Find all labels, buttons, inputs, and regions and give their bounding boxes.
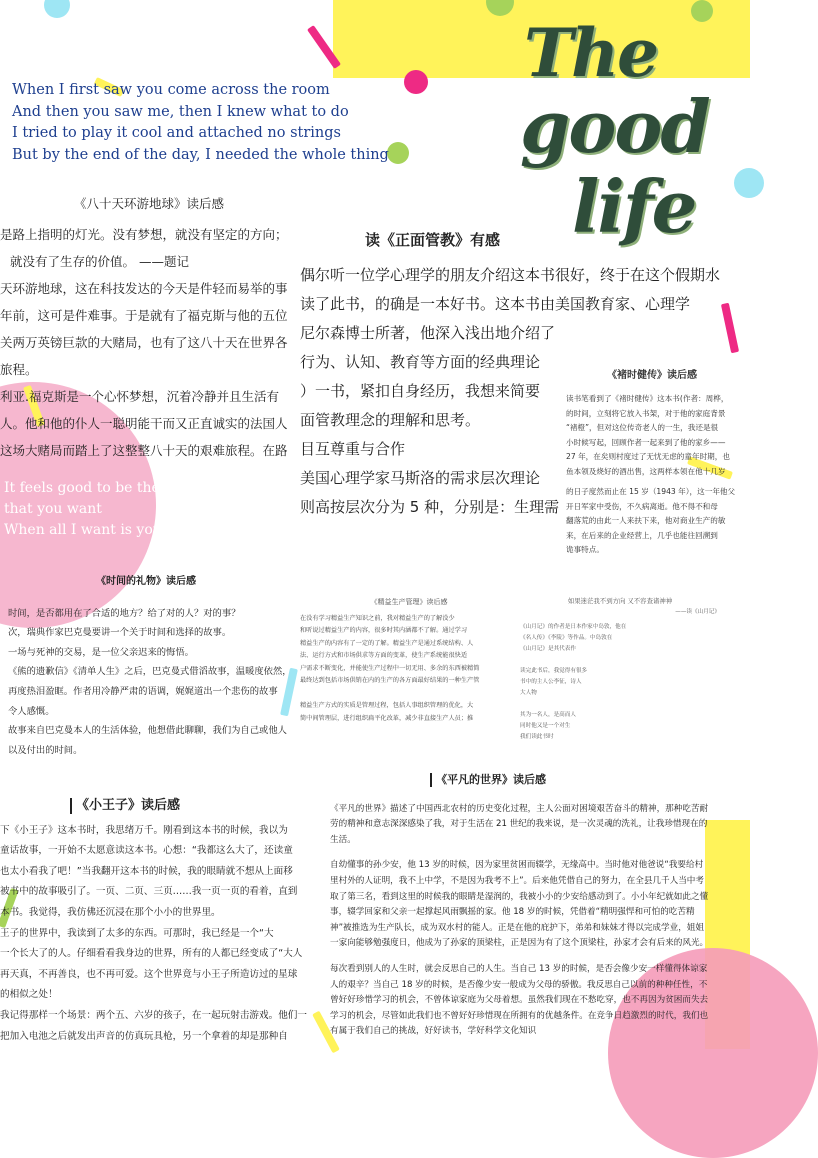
text-line: 27 年，在矣则村度过了无忧无虑的童年时期，也 bbox=[566, 452, 730, 461]
text-line: 目互尊重与合作 bbox=[300, 440, 406, 458]
text-line: 《山月记》的作者是日本作家中岛敦，他在 bbox=[520, 624, 627, 630]
text-line: 被书中的故事吸引了。一页、二页、三页……我一页一页的看着，直到 bbox=[0, 886, 298, 898]
text-line: 王子的世界中，我读到了太多的东西。可那时，我已经是一个“大 bbox=[0, 927, 274, 939]
text-line bbox=[520, 699, 720, 710]
text-line: 法、运行方式和市场供求等方面的变革，使生产系统能很快适 bbox=[300, 652, 468, 659]
text-line: 开日军家中受伤，不久病离逝。他不得不和母 bbox=[566, 501, 718, 511]
text-line: 我们读此书时 bbox=[520, 734, 554, 740]
chu-shi-jian-review bbox=[566, 368, 738, 578]
text-line bbox=[300, 688, 518, 701]
text-line: 则高按层次分为 5 种，分别是：生理需 bbox=[300, 498, 560, 516]
around-the-world-review bbox=[0, 190, 298, 480]
logo-word-the: The bbox=[524, 14, 658, 92]
panel-title bbox=[0, 796, 292, 817]
english-overlay bbox=[4, 478, 172, 541]
text-line: 简中间管理层，进行组织扁平化改革，减少非直接生产人员；推 bbox=[300, 714, 474, 722]
text-line: 童话故事，一开始不太愿意读这本书。心想：“我都这么大了，还读童 bbox=[0, 845, 293, 857]
panel-title: 读《正面管教》有感 bbox=[364, 231, 500, 249]
text-line: 这场大赌局而踏上了这整整八十天的艰难旅程。在路 bbox=[0, 443, 288, 458]
cyan-dot-top-left bbox=[44, 0, 70, 18]
poem-line: I tried to play it cool and attached no strings bbox=[12, 125, 341, 141]
panel-title: 《褚时健传》读后感 bbox=[607, 370, 697, 381]
poem-line: When I first saw you come across the room bbox=[12, 82, 330, 98]
text-line: 和听说过精益生产的内容，很多时其内涵都不了解。通过学习 bbox=[300, 627, 468, 634]
paragraph: 自幼懂事的孙少安，他 13 岁的时候，因为家里贫困而辍学，无缘高中。当时他对他爸说“我要给村里村外的人证明，我不上中学，不是因为我考不上”。后来他凭借自己的努力，在全县几千人当中考取了第三名，看到这里的时候我的眼睛是湿润的，我被小小的少安给感动到了。小小年纪就如此之懂事，辍学回家和父亲一起撑起风雨飘摇的家。他 18 岁的时候，凭借着“精明强悍和可怕的吃苦精神”被推选为生产队长，成为双水村的能人。正是在他的庇护下，弟弟和妹妹才得以完成学业，姐姐一家向能够勉强度日，他成为了孙家的顶梁柱，正是因为有了这个顶梁柱，孙家才会有后来的风光。 bbox=[330, 860, 709, 949]
green-dot-mid bbox=[387, 142, 409, 164]
text-line: 利亚.福克斯是一个心怀梦想，沉着冷静并且生活有 bbox=[0, 389, 279, 404]
text-line: “褚橙”，但对这位传奇老人的一生，我还是很 bbox=[566, 423, 719, 432]
text-line: 下《小王子》这本书时，我思绪万千。刚看到这本书的时候，我以为 bbox=[0, 824, 288, 836]
lean-production-review bbox=[300, 596, 518, 758]
text-line: 在没有学习精益生产知识之前，我对精益生产的了解没少 bbox=[300, 614, 455, 622]
text-line: 诡事特点。 bbox=[566, 545, 604, 554]
panel-title: 《精益生产管理》读后感 bbox=[370, 598, 448, 606]
text-line: 小时候写起，回顾作者一起来到了他的家乡—— bbox=[566, 437, 726, 447]
poem-line: And then you saw me, then I knew what to do bbox=[12, 103, 349, 120]
text-line: ）一书，紧扣自身经历，我想来简要 bbox=[300, 382, 541, 400]
text-line: 同时他又是一个对生 bbox=[520, 723, 571, 729]
text-line: 的时间，立刻将它放入书架，对于他的家庭背景 bbox=[566, 408, 726, 418]
text-line: 《熊的遗歉信》《清单人生》之后，巴克曼式借滔故事，温暖度依然， bbox=[8, 666, 292, 678]
text-line: 的相似之处！ bbox=[0, 989, 58, 1001]
text-line: 令人感慨。 bbox=[8, 705, 55, 717]
text-line: 行为、认知、教育等方面的经典理论 bbox=[300, 353, 541, 371]
panel-title: 《八十天环游地球》读后感 bbox=[73, 196, 224, 211]
poem-line: But by the end of the day, I needed the whole thing bbox=[12, 146, 389, 163]
text-line: 精益生产的内容有了一定的了解。精益生产是通过系统结构、人 bbox=[300, 639, 474, 647]
text-line: 关两万英镑巨款的大赌局，也有了这八十天在世界各 bbox=[0, 335, 288, 350]
text-line: 也太小看我了吧！”当我翻开这本书的时候，我的眼睛就不想从上面移 bbox=[0, 865, 293, 877]
panel-title-text: 《小王子》读后感 bbox=[76, 798, 181, 813]
text-line: 年前，这可是件难事。于是就有了福克斯与他的五位 bbox=[0, 308, 288, 323]
panel-title-text: 《平凡的世界》读后感 bbox=[436, 773, 546, 786]
paragraph: 《平凡的世界》描述了中国西北农村的历史变化过程，主人公面对困境艰苦奋斗的精神，那种吃苦耐劳的精神和意志深深感染了我，对于生活在 21 世纪的我来说，是一次灵魂的洗礼，让我珍惜现在的生活。 bbox=[330, 803, 709, 845]
text-line: 读书笔看到了《褚时健传》这本书(作者：周桦， bbox=[566, 394, 729, 403]
little-prince-review bbox=[0, 796, 307, 1046]
text-line: 是路上指明的灯光。没有梦想，就没有坚定的方向； bbox=[0, 227, 288, 242]
overlay-line: that you want bbox=[4, 501, 102, 517]
panel-title bbox=[330, 772, 710, 788]
overlay-line: When all I want is you bbox=[4, 522, 162, 538]
english-poem bbox=[12, 80, 389, 166]
paragraph: 每次看到别人的人生时，就会反思自己的人生。当自己 13 岁的时候，是否会像少安一样懂得体谅家人的艰辛？当自己 18 岁的时候，是否像少安一般成为父母的骄傲。我反思自己以前的种种任性，不曾好好珍惜学习的机会，不曾体谅家庭为父母着想。虽然我们现在不愁吃穿，也不再因为贫困而失去学习的机会，尽管如此我们也不曾好好珍惜现在所拥有的优越条件。在竞争日趋激烈的时代，我们也有属于我们自己的挑战，好好读书，学好科学文化知识 bbox=[330, 963, 709, 1037]
ordinary-world-review bbox=[330, 772, 710, 1047]
text-line: 以及付出的时间。 bbox=[8, 744, 83, 756]
moon-over-mountain-review bbox=[520, 596, 720, 746]
gift-of-time-review bbox=[0, 572, 292, 757]
text-line: 《名人传》《李陵》等作品。中岛敦在 bbox=[520, 635, 613, 641]
text-line: 时间，是否都用在了合适的地方？给了对的人？对的事？ bbox=[8, 607, 241, 619]
text-line: 来，在后来的企业经营上，几乎也能往回溯到 bbox=[566, 530, 718, 540]
text-line: 户需求不断变化，并能使生产过程中一切无用、多余的东西被精简 bbox=[300, 664, 480, 672]
text-line: 偶尔听一位学心理学的朋友介绍这本书很好，终于在这个假期水 bbox=[300, 266, 721, 284]
panel-title: 如果迷茫我不到方向 又不容查诸神神 bbox=[567, 597, 673, 605]
panel-title: 《时间的礼物》读后感 bbox=[96, 576, 196, 587]
text-line: 一个长大了的人。仔细看看我身边的世界，所有的人都已经变成了“大人 bbox=[0, 948, 303, 960]
text-line: 故事来自巴克曼本人的生活体验，他想借此聊聊，我们为自己或他人 bbox=[8, 725, 287, 737]
text-line: 尼尔森博士所著，他深入浅出地介绍了 bbox=[300, 324, 556, 342]
text-line: 美国心理学家马斯洛的需求层次理论 bbox=[300, 469, 541, 487]
text-line: 就没有了生存的价值。 ——题记 bbox=[10, 254, 189, 269]
text-line: 再度热泪盈眶。作者用冷静严肃的语调，娓娓道出一个悲伤的故事 bbox=[8, 685, 278, 697]
overlay-line: It feels good to be the c bbox=[4, 480, 173, 496]
text-line: 次，瑞典作家巴克曼要讲一个关于时间和选择的故事。 bbox=[8, 627, 232, 639]
text-line: 把加入电池之后就发出声音的仿真玩具枪，另一个拿着的却是那种自 bbox=[0, 1030, 288, 1042]
text-line: 精益生产方式的实质是管理过程，包括人事组织管理的优化，大 bbox=[300, 702, 474, 709]
text-line: 的日子度然而止在 15 岁（1943 年），这一年他父 bbox=[566, 487, 736, 496]
panel-author: ——读《山月记》 bbox=[675, 609, 720, 615]
text-line: 再天真，不再善良，也不再可爱。这个世界竟与小王子所造访过的星球 bbox=[0, 968, 298, 980]
cyan-dot-right bbox=[734, 168, 764, 198]
text-line: 人。他和他的仆人一聪明能干而又正直诚实的法国人 bbox=[0, 416, 288, 431]
text-line: 最终达到包括市场供销在内的生产的各方面最好结果的一种生产管 bbox=[300, 677, 480, 684]
text-line: 旅程。 bbox=[0, 362, 38, 377]
text-line: 翻落荒的由此一人来扶下来，他对商业生产的敏 bbox=[566, 516, 726, 525]
text-line: 读完此书后，我觉得有很多 bbox=[520, 668, 588, 674]
text-line: 本书。我觉得，我仿佛还沉浸在那个小小的世界里。 bbox=[0, 906, 221, 918]
logo-word-life: life bbox=[572, 164, 696, 249]
text-line: 一场与死神的交易，是一位父亲迟来的悔悟。 bbox=[8, 646, 194, 658]
text-line: 《山月记》是其代表作 bbox=[520, 646, 576, 652]
magenta-dot bbox=[404, 70, 428, 94]
text-line: 书中的主人公李征，诗人 bbox=[520, 679, 582, 685]
magenta-stick-right bbox=[721, 303, 739, 354]
text-line: 我记得那样一个场景：两个五、六岁的孩子，在一起玩射击游戏。他们一 bbox=[0, 1009, 307, 1021]
text-line: 天环游地球，这在科技发达的今天是件轻而易举的事 bbox=[0, 281, 288, 296]
text-line: 大人物 bbox=[520, 690, 537, 696]
text-line: 其为一名人，是高而人 bbox=[520, 712, 576, 718]
text-line bbox=[520, 655, 720, 666]
text-line: 鱼本领及烧好的酒出售，这两样本领在他十几岁 bbox=[566, 466, 726, 476]
logo-word-good: good bbox=[520, 84, 709, 169]
text-line: 读了此书，的确是一本好书。这本书由美国教育家、心理学 bbox=[300, 295, 691, 313]
text-line: 面管教理念的理解和思考。 bbox=[300, 411, 481, 429]
